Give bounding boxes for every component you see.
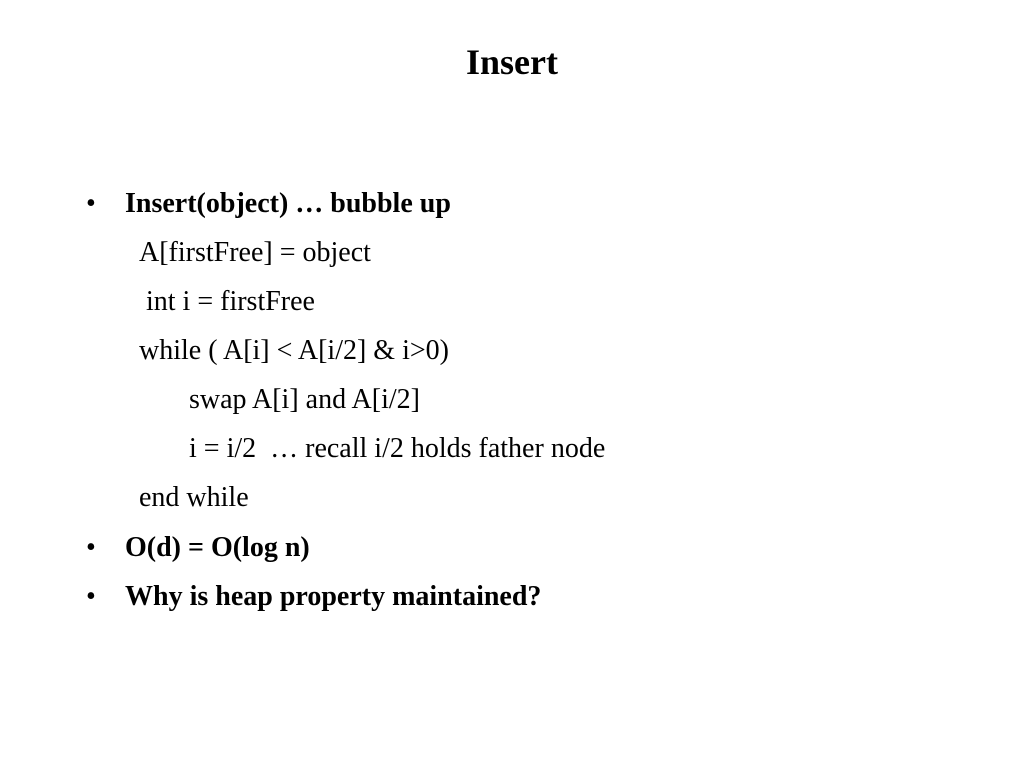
bullet-marker: • <box>86 532 96 563</box>
code-line-init: int i = firstFree <box>139 286 315 317</box>
list-item-complexity: O(d) = O(log n) <box>125 532 310 563</box>
code-line-while: while ( A[i] < A[i/2] & i>0) <box>139 335 449 366</box>
bullet-marker: • <box>86 581 96 612</box>
code-line-swap: swap A[i] and A[i/2] <box>189 384 420 415</box>
slide-title: Insert <box>466 42 558 82</box>
bullet-marker: • <box>86 188 96 219</box>
list-item-insert-heading: Insert(object) … bubble up <box>125 188 451 219</box>
list-item-question: Why is heap property maintained? <box>125 581 542 612</box>
code-line-end-while: end while <box>139 482 249 513</box>
code-line-halve: i = i/2 … recall i/2 holds father node <box>189 433 606 464</box>
code-line-assign: A[firstFree] = object <box>139 237 371 268</box>
